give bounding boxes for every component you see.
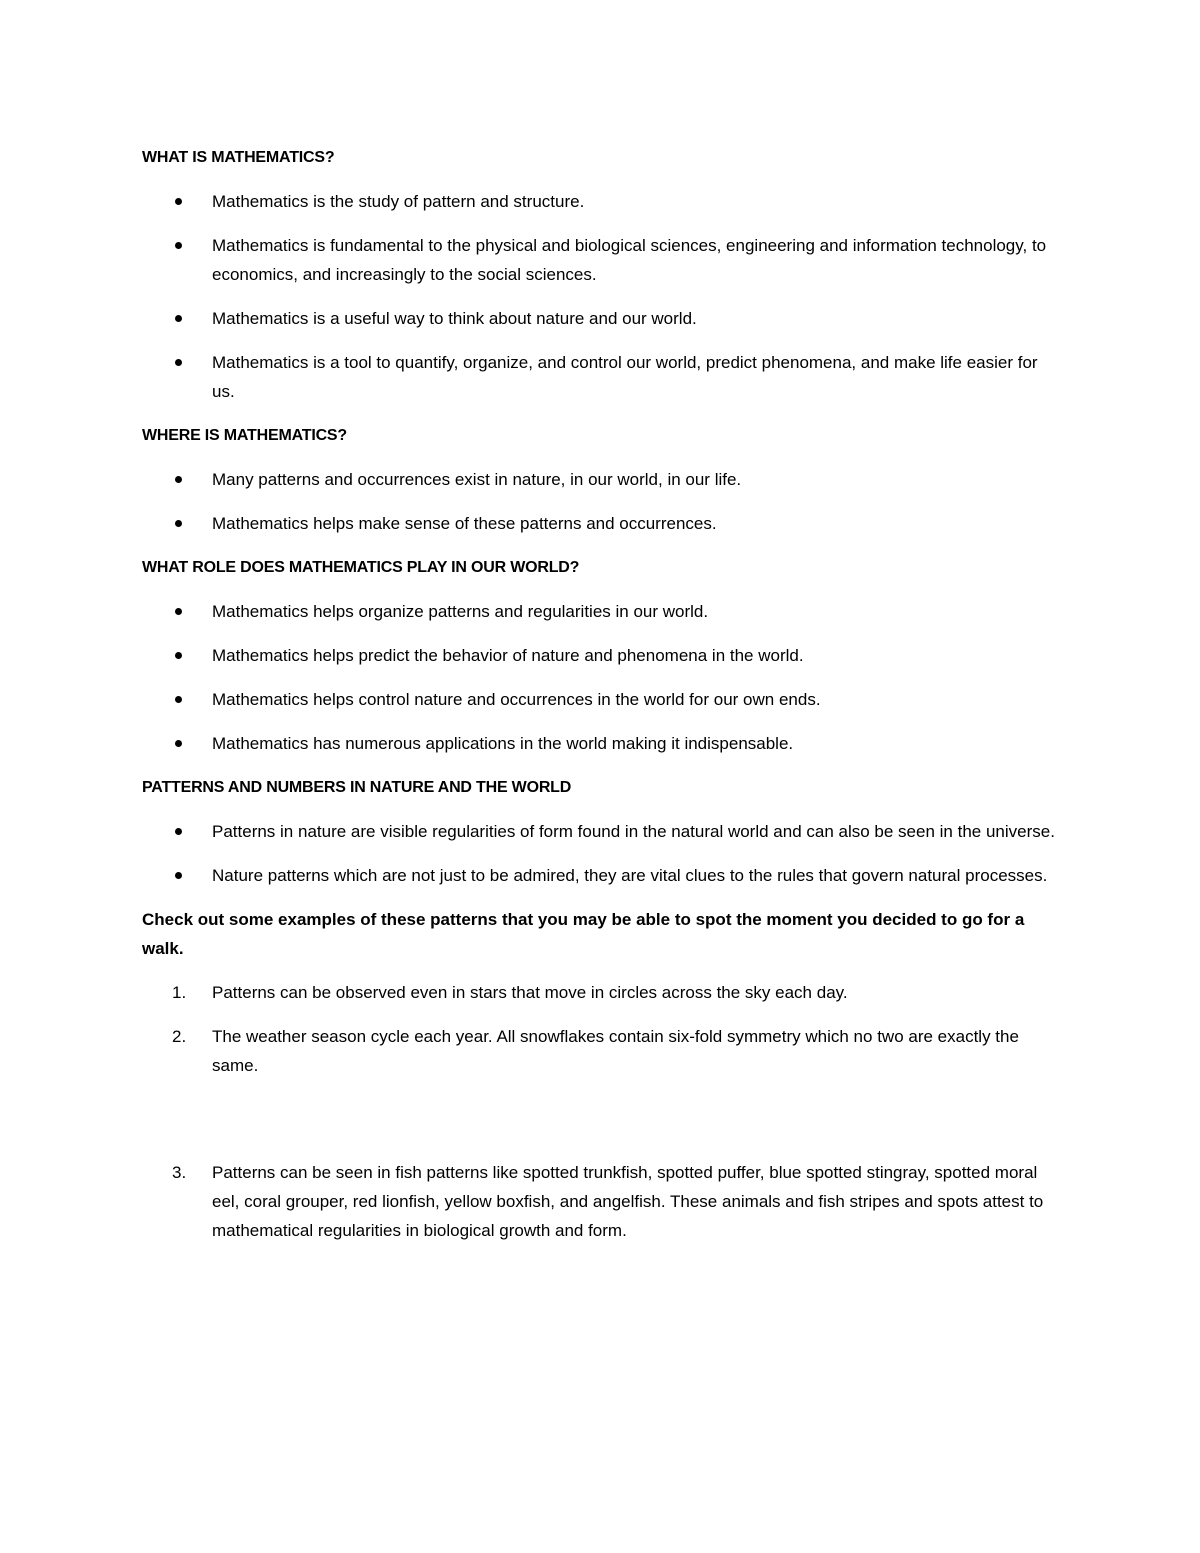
bullet-icon: [175, 740, 182, 747]
bullet-item: [142, 348, 1062, 406]
bullet-text: Mathematics helps organize patterns and regularities in our world.: [212, 602, 709, 621]
bullet-text: Mathematics helps predict the behavior of nature and phenomena in the world.: [212, 646, 804, 665]
bullet-icon: [175, 198, 182, 205]
bullet-text: Mathematics is fundamental to the physical and biological sciences, engineering and information technology, to economics, and increasingly to the social sciences.: [212, 236, 1047, 284]
section-heading: WHAT IS MATHEMATICS?: [142, 149, 335, 166]
section-heading: WHAT ROLE DOES MATHEMATICS PLAY IN OUR WORLD?: [142, 559, 580, 576]
bullet-item: [142, 817, 1062, 846]
numbered-item: [142, 1158, 1062, 1245]
bullet-list: [142, 465, 1062, 538]
bullet-list: [142, 597, 1062, 758]
bullet-icon: [175, 828, 182, 835]
bullet-item: [142, 597, 1062, 626]
numbered-item: [142, 978, 1062, 1007]
examples-intro: Check out some examples of these patterns that you may be able to spot the moment you decided to go for a walk.: [142, 910, 1025, 958]
bullet-item: [142, 861, 1062, 890]
bullet-icon: [175, 520, 182, 527]
bullet-text: Mathematics has numerous applications in the world making it indispensable.: [212, 734, 794, 753]
bullet-item: [142, 231, 1062, 289]
item-number: 1.: [172, 983, 187, 1002]
bullet-text: Mathematics helps control nature and occurrences in the world for our own ends.: [212, 690, 821, 709]
numbered-item: [142, 1022, 1062, 1080]
bullet-list: [142, 817, 1062, 890]
bullet-icon: [175, 872, 182, 879]
bullet-item: [142, 641, 1062, 670]
bullet-text: Patterns in nature are visible regularities of form found in the natural world and can also be seen in the universe.: [212, 822, 1055, 841]
bullet-item: [142, 685, 1062, 714]
blank-space: [142, 1095, 1062, 1158]
bullet-icon: [175, 652, 182, 659]
bullet-list: [142, 187, 1062, 406]
bullet-text: Mathematics is a tool to quantify, organize, and control our world, predict phenomena, and make life easier for us.: [212, 353, 1038, 401]
bullet-item: [142, 465, 1062, 494]
section-heading: PATTERNS AND NUMBERS IN NATURE AND THE WORLD: [142, 779, 572, 796]
bullet-text: Mathematics helps make sense of these patterns and occurrences.: [212, 514, 717, 533]
bullet-text: Many patterns and occurrences exist in nature, in our world, in our life.: [212, 470, 742, 489]
item-number: 3.: [172, 1163, 187, 1182]
numbered-text: Patterns can be seen in fish patterns like spotted trunkfish, spotted puffer, blue spotted stingray, spotted moral eel, coral grouper, red lionfish, yellow boxfish, and angelfish. These animals and fish stripes and spots attest to mathematical regularities in biological growth and form.: [212, 1163, 1044, 1240]
bullet-icon: [175, 608, 182, 615]
bullet-item: [142, 509, 1062, 538]
item-number: 2.: [172, 1027, 187, 1046]
bullet-text: Mathematics is the study of pattern and structure.: [212, 192, 585, 211]
numbered-text: The weather season cycle each year. All snowflakes contain six-fold symmetry which no two are exactly the same.: [212, 1027, 1019, 1075]
bullet-item: [142, 187, 1062, 216]
numbered-text: Patterns can be observed even in stars that move in circles across the sky each day.: [212, 983, 848, 1002]
bullet-item: [142, 304, 1062, 333]
document-body: [142, 143, 1062, 1260]
bullet-icon: [175, 242, 182, 249]
bullet-icon: [175, 359, 182, 366]
bullet-icon: [175, 315, 182, 322]
bullet-text: Mathematics is a useful way to think about nature and our world.: [212, 309, 697, 328]
numbered-list: [142, 978, 1062, 1245]
bullet-text: Nature patterns which are not just to be admired, they are vital clues to the rules that govern natural processes.: [212, 866, 1048, 885]
bullet-icon: [175, 696, 182, 703]
section-heading: WHERE IS MATHEMATICS?: [142, 427, 347, 444]
bullet-item: [142, 729, 1062, 758]
bullet-icon: [175, 476, 182, 483]
